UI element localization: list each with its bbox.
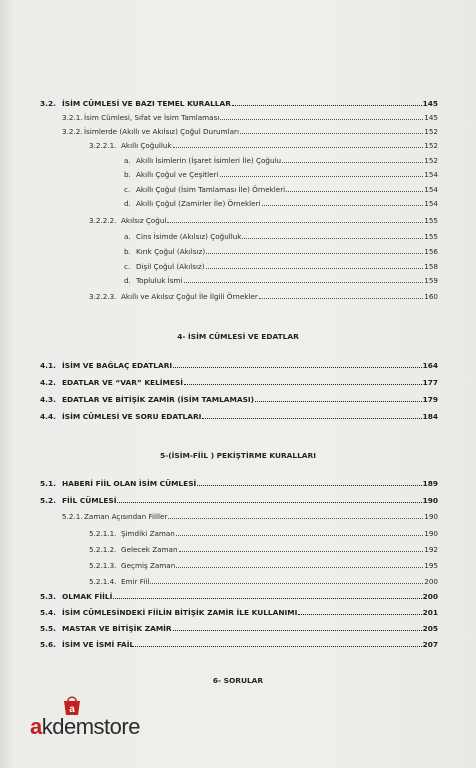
entry-title: İsimlerde (Akıllı ve Akılsız) Çoğul Durumları [84,127,239,136]
entry-number: 4.3. [40,395,56,404]
entry-page: 152 [424,141,438,150]
leader-dots [197,477,421,486]
entry-number: 3.2.2.3. [89,292,117,301]
leader-dots [173,359,421,368]
entry-page: 189 [422,479,438,488]
entry-page: 190 [424,512,438,521]
entry-number: 5.2. [40,496,56,505]
toc-entry [40,622,438,635]
entry-title: Dişil Çoğul (Akılsız) [136,262,205,271]
leader-dots [167,214,423,223]
entry-page: 177 [422,378,438,387]
toc-entry [89,559,438,572]
leader-dots [282,154,423,163]
entry-page: 155 [424,216,438,225]
toc-entry [89,527,438,540]
toc-entry [124,245,438,258]
leader-dots [220,111,423,120]
leader-dots [117,494,421,503]
toc-entry [89,290,438,303]
entry-title: Akıllı İsimlerin (İşaret İsimleri İle) Çoğulu [136,156,282,165]
entry-number: 5.2.1.4. [89,577,117,586]
leader-dots [150,575,423,584]
entry-number: b. [124,170,131,179]
entry-title: Şimdiki Zaman [121,529,175,538]
leader-dots [259,290,424,299]
entry-title: Topluluk İsmi [136,276,183,285]
entry-page: 184 [422,412,438,421]
entry-title: İSİM VE İSMİ FAİL [62,640,135,649]
entry-title: İsim Cümlesi, Sıfat ve İsim Tamlaması [84,113,220,122]
entry-page: 158 [424,262,438,271]
entry-number: d. [124,199,131,208]
entry-title: İSİM CÜMLESİ VE BAZI TEMEL KURALLAR [62,99,231,108]
leader-dots [173,139,424,148]
entry-number: 3.2.1. [62,113,83,122]
entry-title: Cins İsimde (Akılsız) Çoğulluk [136,232,242,241]
entry-page: 152 [424,127,438,136]
entry-number: a. [124,156,131,165]
entry-number: c. [124,185,131,194]
leader-dots [179,543,424,552]
entry-title: Akıllı Çoğulluk [121,141,172,150]
entry-number: 3.2.2.1. [89,141,117,150]
entry-number: c. [124,262,131,271]
toc-entry [89,139,438,152]
entry-title: EDATLAR VE “VAR” KELİMESİ [62,378,184,387]
entry-title: FİİL CÜMLESİ [62,496,117,505]
toc-entry [40,606,438,619]
toc-entry [40,359,438,372]
entry-page: 207 [422,640,438,649]
entry-title: HABERİ FİİL OLAN İSİM CÜMLESİ [62,479,197,488]
toc-entry [40,477,438,490]
entry-page: 155 [424,232,438,241]
entry-page: 160 [424,292,438,301]
entry-number: 3.2.2. [62,127,83,136]
entry-number: 5.2.1. [62,512,83,521]
entry-title: Akıllı Çoğul (İsim Tamlaması İle) Örnekleri [136,185,286,194]
leader-dots [135,638,421,647]
logo-wordmark: akdemstore [30,714,140,739]
entry-page: 195 [424,561,438,570]
entry-number: d. [124,276,131,285]
section-heading: 4- İSİM CÜMLESİ VE EDATLAR [177,332,299,341]
entry-page: 154 [424,185,438,194]
toc-entry [40,638,438,651]
leader-dots [242,230,423,239]
entry-number: a. [124,232,131,241]
toc-entry [89,543,438,556]
entry-number: 5.3. [40,592,56,601]
entry-page: 192 [424,545,438,554]
entry-number: 5.2.1.1. [89,529,117,538]
entry-page: 179 [422,395,438,404]
entry-title: Akıllı Çoğul ve Çeşitleri [136,170,219,179]
leader-dots [173,622,422,631]
entry-page: 154 [424,199,438,208]
toc-entry [40,97,438,110]
entry-page: 145 [424,113,438,122]
toc-entry [89,214,438,227]
entry-title: Akıllı ve Akılsız Çoğul İle İlgili Örnekler [121,292,258,301]
toc-entry [62,510,438,523]
toc-entry [89,575,438,588]
entry-title: Kırık Çoğul (Akılsız) [136,247,206,256]
toc-entry [40,590,438,603]
leader-dots [286,183,423,192]
toc-entry [124,197,438,210]
entry-title: Gelecek Zaman [121,545,178,554]
leader-dots [240,125,423,134]
toc-entry [62,125,438,138]
leader-dots [206,260,424,269]
entry-number: 3.2. [40,99,56,108]
leader-dots [262,197,424,206]
toc-entry [124,154,438,167]
leader-dots [298,606,421,615]
leader-dots [176,527,423,536]
leader-dots [202,410,421,419]
entry-number: 4.4. [40,412,56,421]
akdemstore-logo [30,694,180,746]
svg-text:a: a [69,704,75,715]
leader-dots [255,393,422,402]
entry-page: 205 [422,624,438,633]
section-heading: 5-(İSİM-FİİL ) PEKİŞTİRME KURALLARI [160,451,316,460]
toc-entry [124,168,438,181]
leader-dots [206,245,423,254]
entry-number: 5.2.1.2. [89,545,117,554]
entry-number: 5.4. [40,608,56,617]
entry-number: 4.1. [40,361,56,370]
shopping-bag-icon [60,694,84,716]
entry-page: 152 [424,156,438,165]
entry-title: OLMAK FİİLİ [62,592,113,601]
toc-entry [124,230,438,243]
entry-page: 201 [422,608,438,617]
entry-title: Akıllı Çoğul (Zamirler İle) Örnekleri [136,199,261,208]
toc-entry [124,183,438,196]
entry-title: Emir Fiil [121,577,150,586]
entry-page: 200 [422,592,438,601]
entry-number: 5.5. [40,624,56,633]
leader-dots [220,168,424,177]
leader-dots [184,274,424,283]
toc-entry [124,260,438,273]
entry-title: EDATLAR VE BİTİŞİK ZAMİR (İSİM TAMLAMASI) [62,395,255,404]
entry-page: 200 [424,577,438,586]
toc-entry [124,274,438,287]
entry-page: 190 [424,529,438,538]
entry-page: 145 [422,99,438,108]
entry-title: İSİM CÜMLESİ VE SORU EDATLARI [62,412,202,421]
leader-dots [176,559,423,568]
entry-number: 5.2.1.3. [89,561,117,570]
entry-number: 4.2. [40,378,56,387]
entry-title: İSİM VE BAĞLAÇ EDATLARI [62,361,173,370]
leader-dots [232,97,422,106]
entry-title: MASTAR VE BİTİŞİK ZAMİR [62,624,172,633]
entry-page: 154 [424,170,438,179]
toc-entry [40,494,438,507]
entry-title: Akılsız Çoğul [121,216,167,225]
entry-page: 190 [422,496,438,505]
leader-dots [168,510,423,519]
entry-title: Geçmiş Zaman [121,561,176,570]
entry-title: Zaman Açısından Fiiller [84,512,168,521]
entry-page: 164 [422,361,438,370]
entry-number: 5.1. [40,479,56,488]
toc-entry [40,410,438,423]
leader-dots [184,376,422,385]
entry-number: 3.2.2.2. [89,216,117,225]
entry-number: 5.6. [40,640,56,649]
entry-title: İSİM CÜMLESİNDEKİ FİİLİN BİTİŞİK ZAMİR İLE KULLANIMI [62,608,298,617]
toc-entry [62,111,438,124]
toc-entry [40,376,438,389]
entry-page: 159 [424,276,438,285]
entry-page: 156 [424,247,438,256]
toc-entry [40,393,438,406]
entry-number: b. [124,247,131,256]
leader-dots [113,590,421,599]
section-heading: 6- SORULAR [212,676,264,685]
